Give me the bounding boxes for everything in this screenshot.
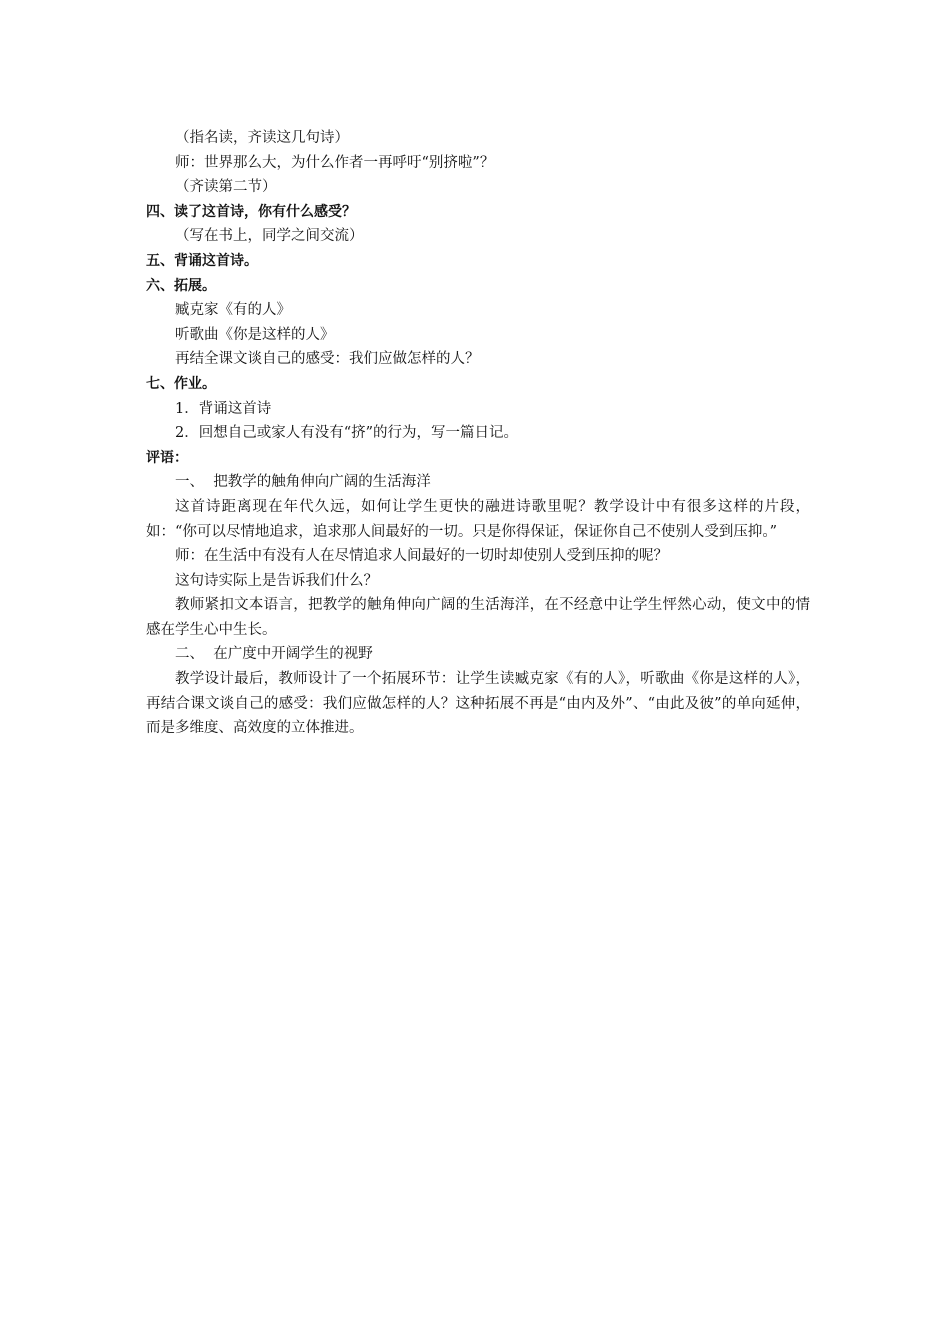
- text-line: 听歌曲《你是这样的人》: [175, 326, 335, 343]
- list-item: 1．背诵这首诗: [175, 400, 272, 417]
- section-heading-6: 六、拓展。: [146, 277, 216, 294]
- text-line: （写在书上，同学之间交流）: [175, 228, 364, 245]
- review-subheading-1: 一、 把教学的触角伸向广阔的生活海洋: [175, 474, 431, 491]
- review-subheading-2: 二、 在广度中开阔学生的视野: [175, 646, 373, 663]
- review-heading: 评语：: [146, 449, 188, 466]
- text-line: 臧克家《有的人》: [175, 302, 291, 319]
- section-heading-5: 五、背诵这首诗。: [146, 252, 258, 269]
- text-line: 再结全课文谈自己的感受：我们应做怎样的人？: [175, 351, 480, 368]
- review-paragraph: 教学设计最后，教师设计了一个拓展环节：让学生读臧克家《有的人》，听歌曲《你是这样的人》，再结合课文谈自己的感受：我们应做怎样的人？这种拓展不再是“由内及外”、“由此及彼”的单向延伸，而是多维度、高效度的立体推进。: [146, 671, 810, 737]
- review-paragraph: 这首诗距离现在年代久远，如何让学生更快的融进诗歌里呢？教学设计中有很多这样的片段，如：“你可以尽情地追求，追求那人间最好的一切。只是你得保证，保证你自己不使别人受到压抑。”: [146, 498, 810, 540]
- section-heading-7: 七、作业。: [146, 375, 216, 392]
- document-page: [146, 126, 810, 741]
- list-item: 2．回想自己或家人有没有“挤”的行为，写一篇日记。: [175, 425, 519, 442]
- text-line: 师：世界那么大，为什么作者一再呼吁“别挤啦”？: [175, 154, 495, 171]
- text-line: （指名读，齐读这几句诗）: [175, 130, 349, 146]
- review-paragraph: 师：在生活中有没有人在尽情追求人间最好的一切时却使别人受到压抑的呢？: [175, 548, 668, 565]
- review-paragraph: 这句诗实际上是告诉我们什么？: [175, 572, 378, 589]
- review-paragraph: 教师紧扣文本语言，把教学的触角伸向广阔的生活海洋，在不经意中让学生怦然心动，使文中的情感在学生心中生长。: [146, 597, 810, 638]
- text-line: （齐读第二节）: [175, 179, 277, 196]
- section-heading-4: 四、读了这首诗，你有什么感受？: [146, 203, 356, 220]
